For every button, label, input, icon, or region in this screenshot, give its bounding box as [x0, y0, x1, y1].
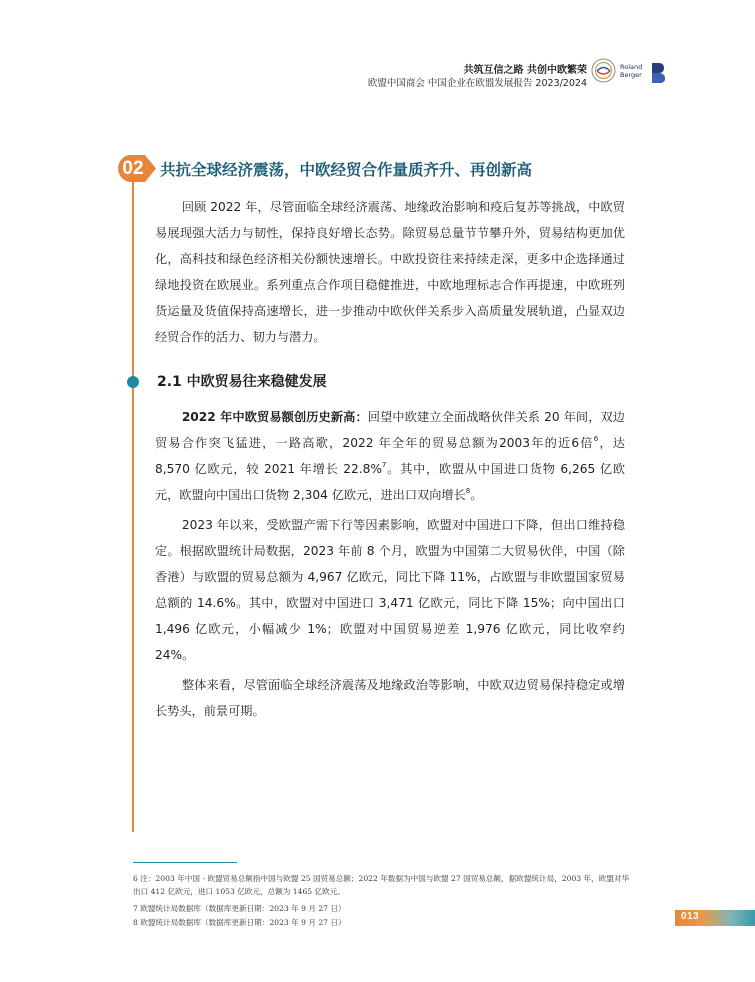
roland-berger-logo — [620, 62, 666, 84]
roland-berger-mark-icon — [651, 62, 666, 84]
footnote-ref-8: 8 — [465, 487, 471, 495]
section-title: 共抗全球经济震荡，中欧经贸合作量质齐升、再创新高 — [160, 161, 533, 179]
footnote-8: 8 欧盟统计局数据库（数据库更新日期：2023 年 9 月 27 日） — [133, 918, 346, 927]
footnote-ref-6: 6 — [593, 435, 599, 443]
footnote-6: 6 注：2003 年中国 - 欧盟贸易总额指中国与欧盟 25 国贸易总额；2022 年数据为中国与欧盟 27 国贸易总额，据欧盟统计局，2003 年，欧盟对华出口 412 亿欧元，进口 1053 亿欧元，总额为 1465 亿欧元。 — [133, 874, 630, 896]
subsection-title: 2.1 中欧贸易往来稳健发展 — [157, 374, 327, 390]
roland-berger-logo-text: Roland Berger — [620, 63, 643, 79]
trade-record-text-a: 回望中欧建立全面战略伙伴关系 20 年间，双边贸易合作突飞猛进，一路高歌，2022 年全年的贸易总额为2003年的近6倍 — [155, 410, 625, 450]
trade-record-lead: 2022 年中欧贸易额创历史新高： — [181, 410, 368, 424]
subsection-bullet-dot — [127, 376, 139, 388]
footnote-7: 7 欧盟统计局数据库（数据库更新日期：2023 年 9 月 27 日） — [133, 904, 346, 913]
chamber-logo-icon — [591, 58, 616, 83]
vertical-accent-rule — [132, 180, 134, 832]
trade-record-text-c: 。其中，欧盟从中国进口货物 6,265 亿欧元，欧盟向中国出口货物 2,304 亿欧元，进出口双向增长 — [155, 462, 626, 502]
footnote-ref-7: 7 — [381, 461, 387, 469]
footnote-divider — [133, 862, 237, 863]
trade-record-text-b: ，达 8,570 亿欧元，较 2021 年增长 22.8% — [155, 436, 625, 476]
section-intro-paragraph: 回顾 2022 年，尽管面临全球经济震荡、地缘政治影响和疫后复苏等挑战，中欧贸易展现强大活力与韧性，保持良好增长态势。除贸易总量节节攀升外，贸易结构更加优化，高科技和绿色经济相关份额快速增长。中欧投资往来持续走深，更多中企选择通过绿地投资在欧展业。系列重点合作项目稳健推进，中欧地理标志合作再提速，中欧班列货运量及货值保持高速增长，进一步推动中欧伙伴关系步入高质量发展轨道，凸显双边经贸合作的活力、韧力与潜力。 — [155, 200, 625, 344]
trade-outlook-paragraph: 整体来看，尽管面临全球经济震荡及地缘政治等影响，中欧双边贸易保持稳定或增长势头，前景可期。 — [155, 678, 625, 718]
section-number: 02 — [122, 158, 144, 179]
trade-record-text-d: 。 — [470, 488, 483, 502]
trade-record-paragraph — [155, 404, 625, 508]
header-slogan: 共筑互信之路 共创中欧繁荣 — [463, 65, 587, 76]
page-number: 013 — [681, 911, 700, 922]
trade-2023-paragraph: 2023 年以来，受欧盟产需下行等因素影响，欧盟对中国进口下降，但出口维持稳定。根据欧盟统计局数据，2023 年前 8 个月，欧盟为中国第二大贸易伙伴，中国（除香港）与欧盟的贸易总额为 4,967 亿欧元，同比下降 11%，占欧盟与非欧盟国家贸易总额的 14.6%。其中，欧盟对中国进口 3,471 亿欧元，同比下降 15%；向中国出口 1,496 亿欧元，小幅减少 1%；欧盟对中国贸易逆差 1,976 亿欧元，同比收窄约 24%。 — [155, 518, 625, 662]
header-report-title: 欧盟中国商会 中国企业在欧盟发展报告 2023/2024 — [367, 78, 587, 89]
